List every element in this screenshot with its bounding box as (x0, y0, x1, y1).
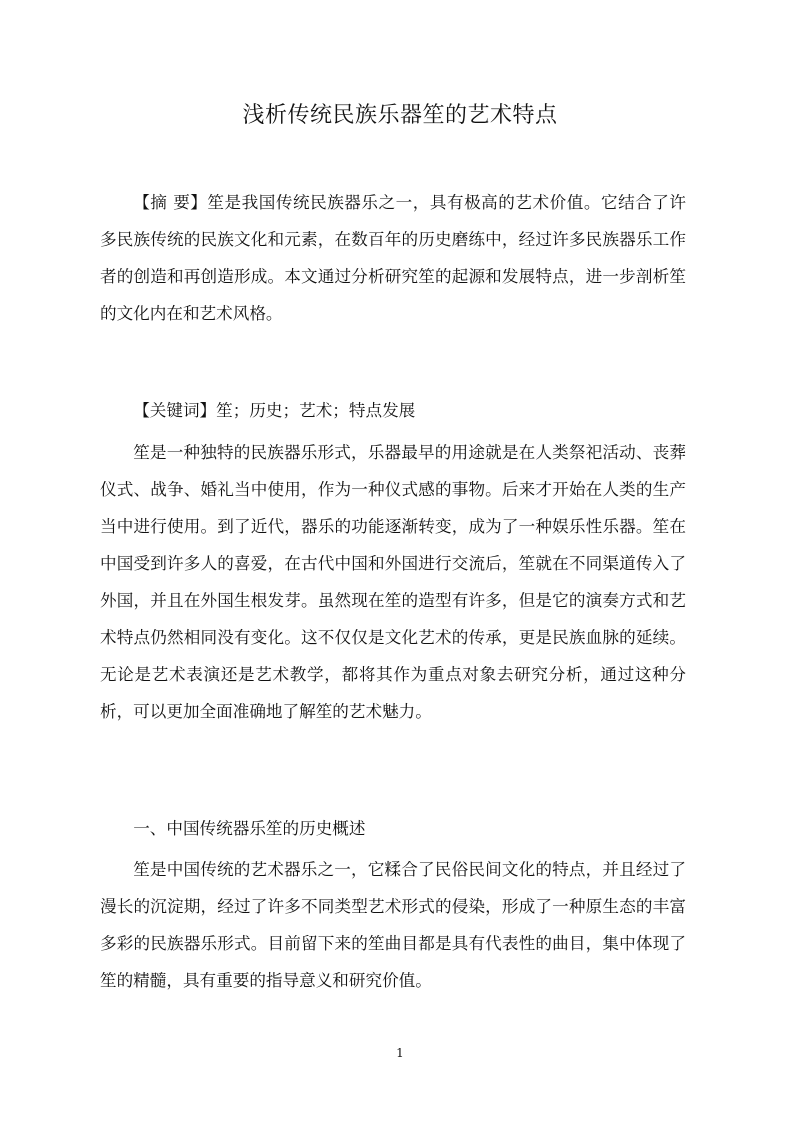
keywords-label: 【关键词】 (133, 401, 217, 420)
keywords-paragraph (100, 392, 686, 429)
body-paragraph-2: 笙是中国传统的艺术器乐之一，它糅合了民俗民间文化的特点，并且经过了漫长的沉淀期，经过了许多不同类型艺术形式的侵染，形成了一种原生态的丰富多彩的民族器乐形式。目前留下来的笙曲目都是具有代表性的曲目，集中体现了笙的精髓，具有重要的指导意义和研究价值。 (100, 860, 686, 990)
abstract-text: 笙是我国传统民族器乐之一，具有极高的艺术价值。它结合了许多民族传统的民族文化和元素，在数百年的历史磨练中，经过许多民族器乐工作者的创造和再创造形成。本文通过分析研究笙的起源和发展特点，进一步剖析笙的文化内在和艺术风格。 (100, 193, 686, 323)
abstract-label: 【摘 要】 (133, 193, 208, 212)
page-number: 1 (396, 1046, 404, 1060)
abstract-paragraph (100, 184, 686, 332)
body-paragraph-1: 笙是一种独特的民族器乐形式，乐器最早的用途就是在人类祭祀活动、丧葬仪式、战争、婚礼当中使用，作为一种仪式感的事物。后来才开始在人类的生产当中进行使用。到了近代，器乐的功能逐渐转变，成为了一种娱乐性乐器。笙在中国受到许多人的喜爱，在古代中国和外国进行交流后，笙就在不同渠道传入了外国，并且在外国生根发芽。虽然现在笙的造型有许多，但是它的演奏方式和艺术特点仍然相同没有变化。这不仅仅是文化艺术的传承，更是民族血脉的延续。无论是艺术表演还是艺术教学，都将其作为重点对象去研究分析，通过这种分析，可以更加全面准确地了解笙的艺术魅力。 (100, 443, 686, 721)
keywords-text: 笙；历史；艺术；特点发展 (216, 401, 416, 420)
section-heading-1: 一、中国传统器乐笙的历史概述 (133, 819, 366, 838)
document-title: 浅析传统民族乐器笙的艺术特点 (242, 103, 558, 128)
